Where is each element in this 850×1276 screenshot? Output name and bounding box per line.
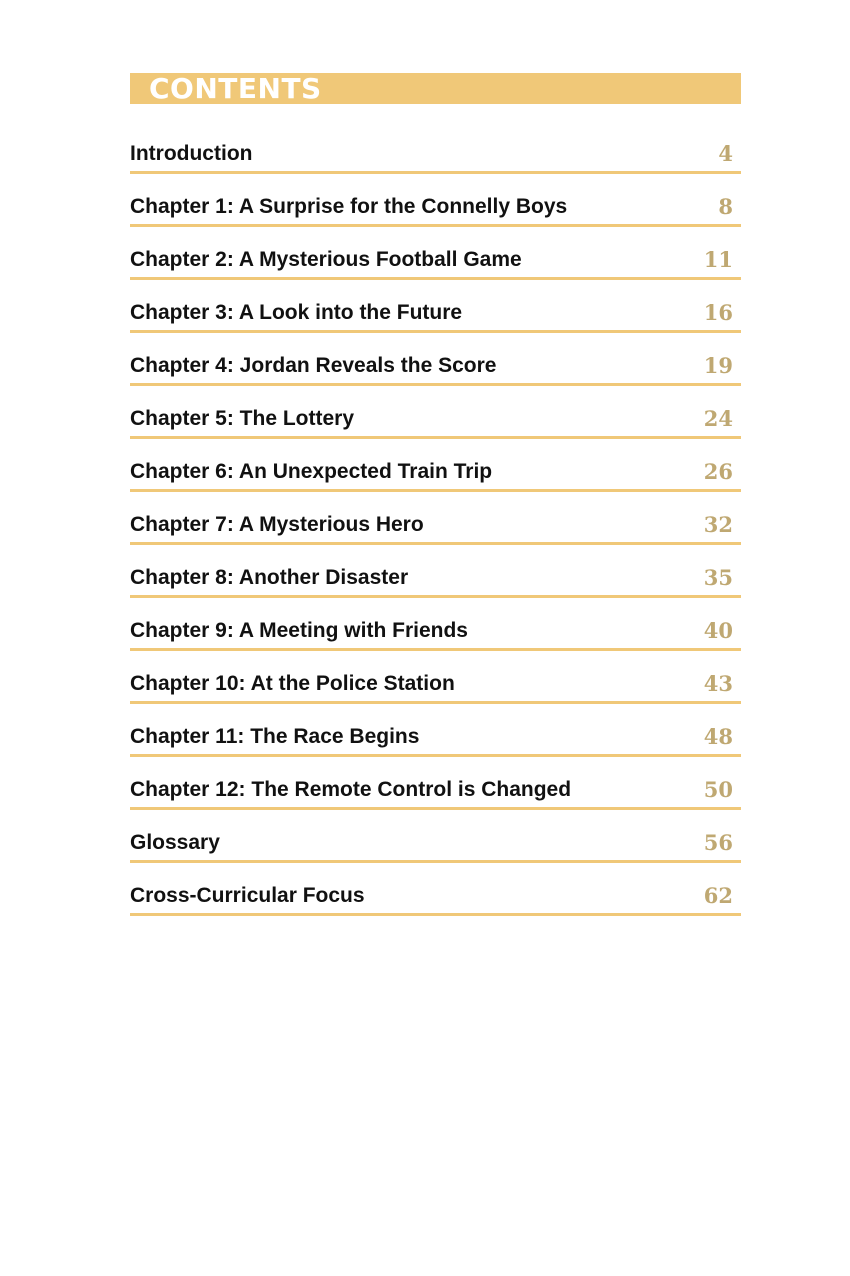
toc-entry-title: Chapter 4: Jordan Reveals the Score — [130, 354, 497, 377]
toc-entry-page: 16 — [703, 300, 733, 325]
toc-entry[interactable] — [130, 714, 741, 767]
toc-entry[interactable] — [130, 502, 741, 555]
toc-entry[interactable] — [130, 184, 741, 237]
toc-entry-title: Glossary — [130, 831, 220, 854]
toc-entry-title: Chapter 5: The Lottery — [130, 407, 355, 430]
toc-entry[interactable] — [130, 767, 741, 820]
toc-entry-title: Chapter 10: At the Police Station — [130, 672, 455, 695]
toc-entry[interactable] — [130, 131, 741, 184]
toc-entry[interactable] — [130, 820, 741, 873]
toc-entry-title: Cross-Curricular Focus — [130, 884, 365, 907]
toc-entry-page: 8 — [718, 194, 733, 219]
toc-entry-page: 48 — [703, 724, 733, 749]
toc-entry-title: Introduction — [130, 142, 253, 165]
toc-entry-title: Chapter 1: A Surprise for the Connelly Boys — [130, 195, 568, 218]
toc-entry-page: 35 — [703, 565, 733, 590]
toc-entry[interactable] — [130, 237, 741, 290]
toc-entry-title: Chapter 3: A Look into the Future — [130, 301, 463, 324]
toc-entry[interactable] — [130, 290, 741, 343]
toc-entry-page: 56 — [703, 830, 733, 855]
toc-entry[interactable] — [130, 343, 741, 396]
toc-entry-title: Chapter 11: The Race Begins — [130, 725, 420, 748]
toc-entry-page: 40 — [703, 618, 733, 643]
toc-entry-page: 62 — [703, 883, 733, 908]
toc-entry-page: 50 — [703, 777, 733, 802]
toc-entry[interactable] — [130, 449, 741, 502]
toc-entry-title: Chapter 8: Another Disaster — [130, 566, 409, 589]
toc-entry[interactable] — [130, 661, 741, 714]
table-of-contents — [130, 131, 741, 926]
toc-entry-title: Chapter 7: A Mysterious Hero — [130, 513, 424, 536]
toc-entry-page: 43 — [703, 671, 733, 696]
page-title: CONTENTS — [149, 72, 322, 105]
toc-entry[interactable] — [130, 555, 741, 608]
contents-banner — [130, 73, 741, 104]
toc-entry-page: 4 — [718, 141, 733, 166]
toc-entry-title: Chapter 2: A Mysterious Football Game — [130, 248, 522, 271]
toc-entry-title: Chapter 9: A Meeting with Friends — [130, 619, 468, 642]
toc-entry-page: 26 — [703, 459, 733, 484]
toc-entry-title: Chapter 12: The Remote Control is Changed — [130, 778, 572, 801]
toc-entry-page: 32 — [703, 512, 733, 537]
toc-entry-page: 24 — [703, 406, 733, 431]
toc-entry-title: Chapter 6: An Unexpected Train Trip — [130, 460, 493, 483]
toc-entry-page: 19 — [703, 353, 733, 378]
toc-entry-page: 11 — [703, 247, 733, 272]
toc-entry[interactable] — [130, 608, 741, 661]
toc-entry[interactable] — [130, 873, 741, 926]
toc-entry[interactable] — [130, 396, 741, 449]
